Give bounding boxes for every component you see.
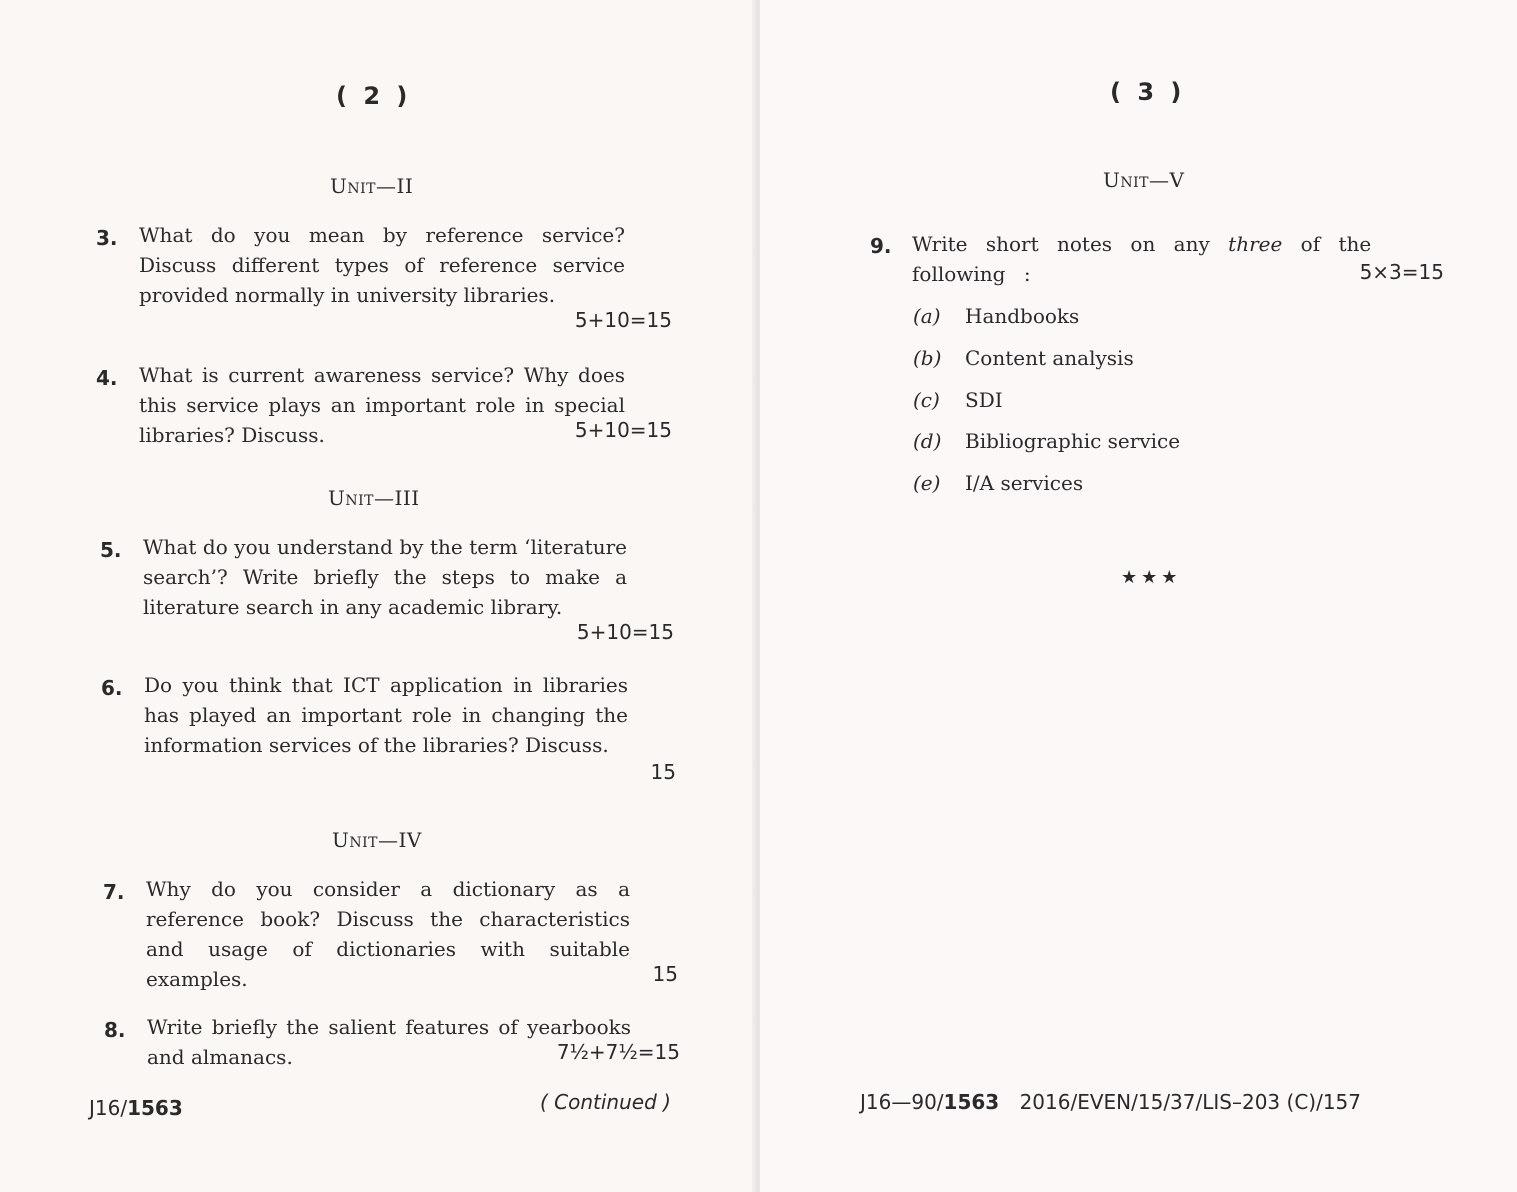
end-stars: ★★★ (1121, 567, 1182, 588)
question-marks: 7½+7½=15 (556, 1040, 680, 1064)
right-page (760, 0, 1517, 1192)
option-text: I/A services (965, 471, 1084, 495)
question-text: Why do you consider a dictionary as a reference book? Discuss the characteristics and usage of dictionaries with suitable examples. (146, 877, 630, 991)
option-item (913, 429, 1180, 453)
option-text: SDI (965, 388, 1003, 412)
option-text: Handbooks (965, 304, 1080, 328)
question-text: What do you mean by reference service? Discuss different types of reference service provided normally in university libraries. (139, 223, 625, 307)
question-number: 8. (104, 1018, 126, 1042)
question-number: 6. (101, 676, 123, 700)
question-number: 5. (100, 538, 122, 562)
question-text: What is current awareness service? Why does this service plays an important role in special libraries? Discuss. (139, 363, 625, 447)
left-page (0, 0, 756, 1192)
question-number: 4. (96, 366, 118, 390)
option-label: (b) (913, 346, 942, 370)
question-number: 9. (870, 234, 892, 258)
question-marks: 15 (652, 962, 678, 986)
option-label: (e) (913, 471, 941, 495)
option-label: (d) (913, 429, 942, 453)
option-item (913, 304, 1079, 328)
question-marks: 5+10=15 (576, 620, 674, 644)
question-marks: 5+10=15 (574, 308, 672, 332)
question-text: What do you understand by the term ‘literature search’? Write briefly the steps to make a literature search in any academic library. (143, 535, 627, 619)
question-text-emphasis: three (1228, 232, 1283, 256)
question-number: 7. (103, 880, 125, 904)
option-item (913, 388, 1003, 412)
question-text-start: Write short notes on any (912, 232, 1229, 256)
option-item (913, 346, 1134, 370)
question-text: Write briefly the salient features of yearbooks and almanacs. (147, 1015, 631, 1069)
option-label: (c) (913, 388, 940, 412)
question-number: 3. (96, 226, 118, 250)
option-text: Content analysis (965, 346, 1134, 370)
footer-code (860, 1090, 1361, 1114)
footer-code-number: 1563 (943, 1090, 1000, 1114)
question-marks: 5×3=15 (1359, 260, 1444, 284)
page-number: ( 3 ) (1110, 78, 1186, 106)
unit-heading: Unit—V (1103, 168, 1185, 192)
option-label: (a) (913, 304, 941, 328)
paper-code: 2016/EVEN/15/37/LIS–203 (C)/157 (1019, 1090, 1361, 1114)
question-text-end: of the following : (912, 232, 1372, 286)
footer-code-number: 1563 (127, 1096, 183, 1120)
footer-code-prefix: J16/ (89, 1096, 128, 1120)
unit-heading: Unit—II (330, 174, 414, 198)
option-text: Bibliographic service (965, 429, 1181, 453)
continued-label: ( Continued ) (540, 1090, 671, 1114)
footer-code (89, 1096, 183, 1120)
question-marks: 5+10=15 (574, 418, 672, 442)
option-item (913, 471, 1083, 495)
page-number: ( 2 ) (336, 82, 412, 110)
question-marks: 15 (650, 760, 676, 784)
footer-code-prefix: J16—90/ (860, 1090, 944, 1114)
question-text: Do you think that ICT application in libraries has played an important role in changing the information services of the libraries? Discuss. (144, 673, 628, 757)
unit-heading: Unit—IV (332, 828, 422, 852)
unit-heading: Unit—III (328, 486, 420, 510)
